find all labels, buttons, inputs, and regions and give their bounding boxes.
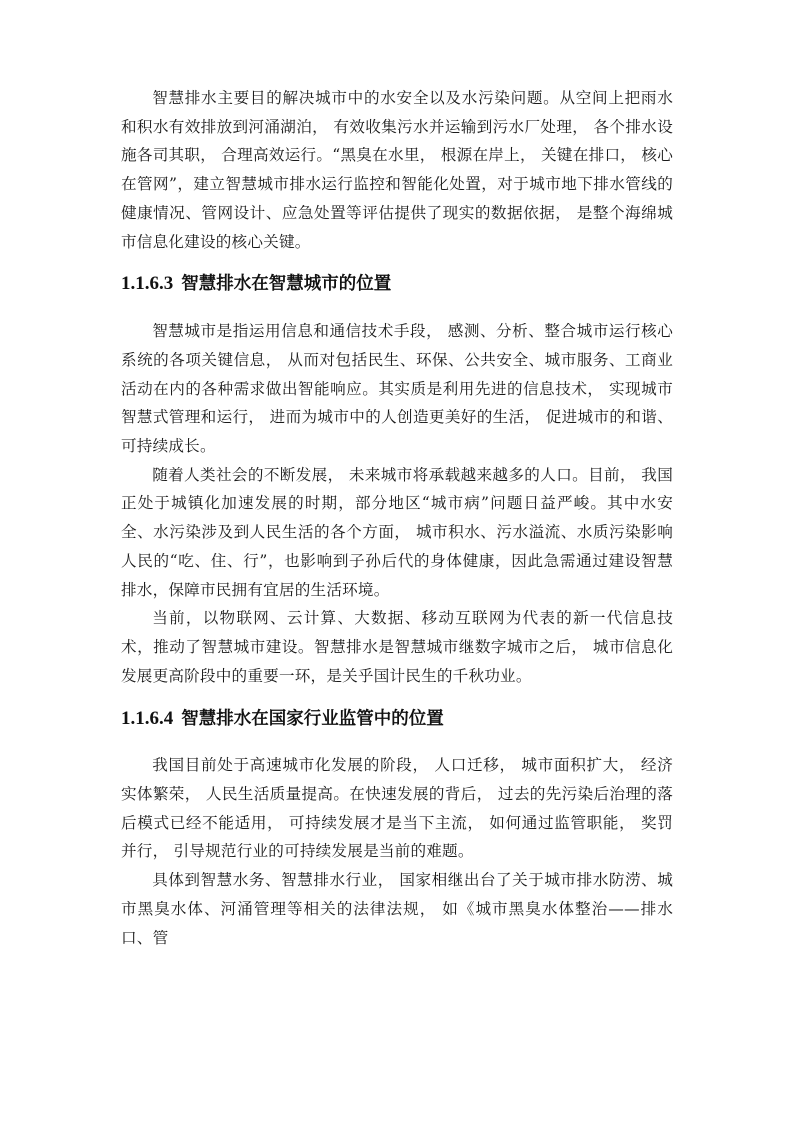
paragraph-urbanization: 随着人类社会的不断发展， 未来城市将承载越来越多的人口。目前， 我国正处于城镇化加速发展的时期，部分地区“城市病”问题日益严峻。其中水安全、水污染涉及到人民生活的各个方面， 城市积水、污水溢流、水质污染影响人民的“吃、住、行”，也影响到子孙后代的身体健康，因此急需通过建设智慧排水，保障市民拥有宜居的生活环境。 <box>121 465 673 599</box>
section-title: 智慧排水在智慧城市的位置 <box>181 274 392 295</box>
section-heading-1-1-6-3 <box>121 272 673 296</box>
section-heading-1-1-6-4 <box>121 707 673 731</box>
section-number: 1.1.6.3 <box>121 273 174 295</box>
section-title: 智慧排水在国家行业监管中的位置 <box>181 709 444 730</box>
paragraph-drainage-purpose: 智慧排水主要目的解决城市中的水安全以及水污染问题。从空间上把雨水和积水有效排放到河涌湖泊， 有效收集污水并运输到污水厂处理， 各个排水设施各司其职， 合理高效运行。“黑臭在水里， 根源在岸上， 关键在排口， 核心在管网”，建立智慧城市排水运行监控和智能化处置，对于城市地下排水管线的健康情况、管网设计、应急处置等评估提供了现实的数据依据， 是整个海绵城市信息化建设的核心关键。 <box>121 89 673 251</box>
paragraph-regulation-challenge: 我国目前处于高速城市化发展的阶段， 人口迁移， 城市面积扩大， 经济实体繁荣， 人民生活质量提高。在快速发展的背后， 过去的先污染后治理的落后模式已经不能适用， 可持续发展才是当下主流， 如何通过监管职能， 奖罚并行， 引导规范行业的可持续发展是当前的难题。 <box>121 756 673 861</box>
document-page <box>121 84 673 952</box>
paragraph-new-it: 当前，以物联网、云计算、大数据、移动互联网为代表的新一代信息技术，推动了智慧城市建设。智慧排水是智慧城市继数字城市之后， 城市信息化发展更高阶段中的重要一环，是关乎国计民生的千秋功业。 <box>121 609 673 685</box>
paragraph-laws-regulations: 具体到智慧水务、智慧排水行业， 国家相继出台了关于城市排水防涝、城市黑臭水体、河涌管理等相关的法律法规， 如《城市黑臭水体整治——排水口、管 <box>121 871 673 947</box>
paragraph-smart-city-definition: 智慧城市是指运用信息和通信技术手段， 感测、分析、整合城市运行核心系统的各项关键信息， 从而对包括民生、环保、公共安全、城市服务、工商业活动在内的各种需求做出智能响应。其实质是利用先进的信息技术， 实现城市智慧式管理和运行， 进而为城市中的人创造更美好的生活， 促进城市的和谐、可持续成长。 <box>121 322 673 456</box>
section-number: 1.1.6.4 <box>121 708 174 730</box>
